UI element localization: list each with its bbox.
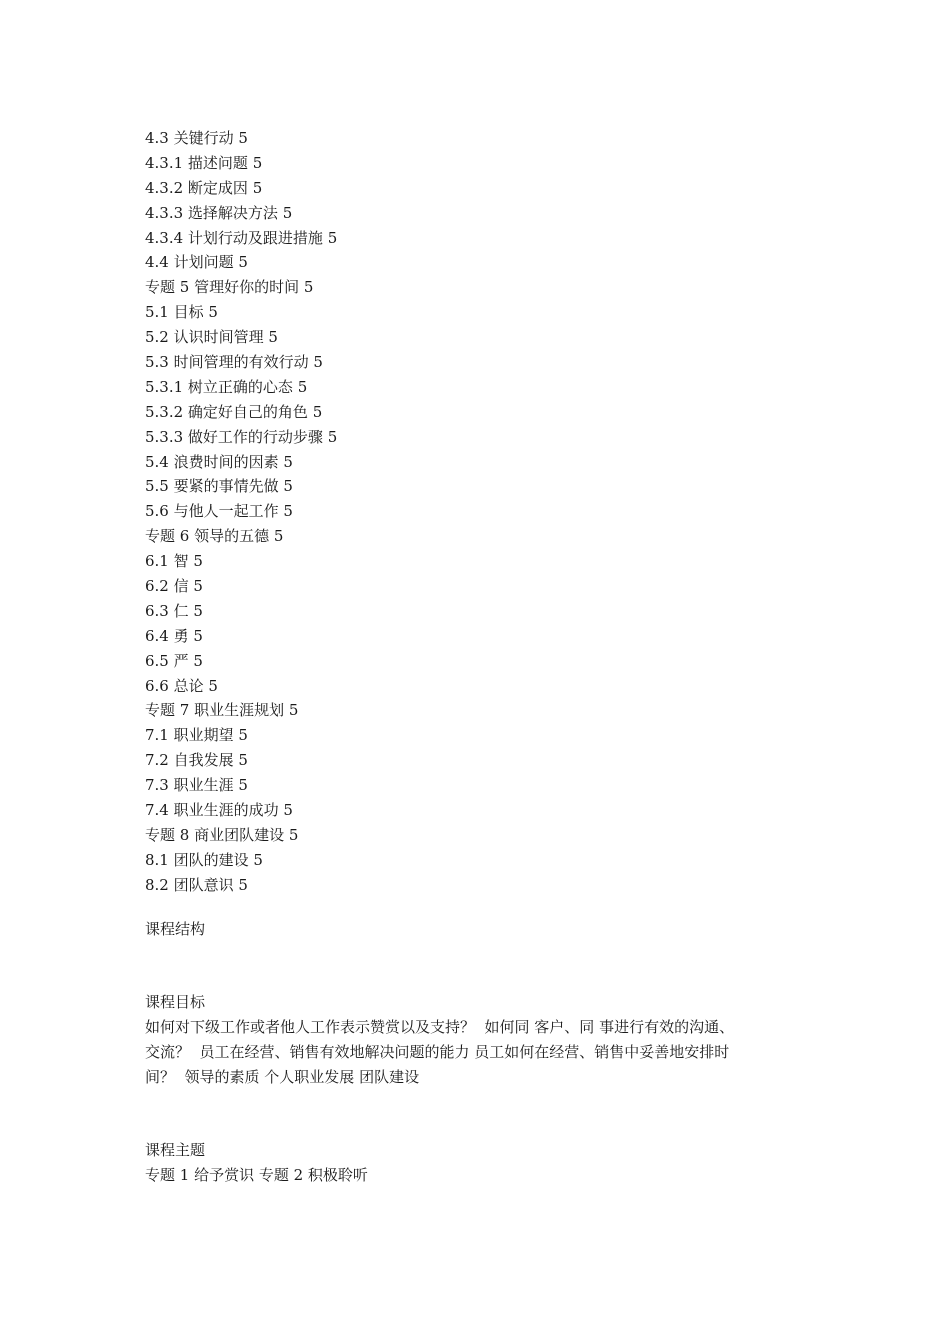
toc-entry: 5.4 浪费时间的因素 5	[145, 452, 293, 471]
toc-entry: 6.5 严 5	[145, 651, 203, 670]
course-goals-line: 如何对下级工作或者他人工作表示赞赏以及支持？ 如何同 客户、同 事进行有效的沟通、	[145, 1018, 735, 1036]
toc-entry: 4.4 计划问题 5	[145, 253, 248, 272]
toc-entry: 5.1 目标 5	[145, 303, 218, 322]
toc-entry: 8.1 团队的建设 5	[145, 850, 263, 869]
toc-entry: 5.6 与他人一起工作 5	[145, 502, 293, 521]
toc-entry: 专题 7 职业生涯规划 5	[145, 701, 299, 720]
course-topics-heading: 课程主题	[145, 1141, 206, 1159]
toc-entry: 6.6 总论 5	[145, 676, 218, 695]
toc-entry: 5.3 时间管理的有效行动 5	[145, 353, 323, 372]
course-goals-heading: 课程目标	[145, 993, 206, 1011]
toc-entry: 6.2 信 5	[145, 577, 203, 596]
toc-entry: 7.3 职业生涯 5	[145, 776, 248, 795]
course-goals-section	[145, 990, 815, 1090]
toc-entry: 4.3.2 断定成因 5	[145, 178, 263, 197]
toc-entry: 4.3.4 计划行动及跟进措施 5	[145, 228, 338, 247]
toc-entry: 5.5 要紧的事情先做 5	[145, 477, 293, 496]
toc-entry: 6.4 勇 5	[145, 626, 203, 645]
course-goals-line: 间？ 领导的素质 个人职业发展 团队建设	[145, 1068, 420, 1086]
toc-entry: 专题 8 商业团队建设 5	[145, 825, 299, 844]
toc-entry: 专题 5 管理好你的时间 5	[145, 278, 314, 297]
toc-entry: 7.1 职业期望 5	[145, 726, 248, 745]
toc-entry: 6.1 智 5	[145, 552, 203, 571]
course-goals-line: 交流？ 员工在经营、销售有效地解决问题的能力 员工如何在经营、销售中妥善地安排时	[145, 1043, 730, 1061]
course-topics-section	[145, 1138, 815, 1188]
toc-entry: 5.3.2 确定好自己的角色 5	[145, 402, 323, 421]
toc-entry: 5.2 认识时间管理 5	[145, 328, 278, 347]
toc-entry: 5.3.3 做好工作的行动步骤 5	[145, 427, 338, 446]
toc-entry: 专题 6 领导的五德 5	[145, 527, 284, 546]
course-topics-text: 专题 1 给予赏识 专题 2 积极聆听	[145, 1166, 368, 1184]
course-structure-heading: 课程结构	[145, 920, 206, 938]
toc-entry: 7.4 职业生涯的成功 5	[145, 801, 293, 820]
toc-entry: 4.3.3 选择解决方法 5	[145, 203, 293, 222]
toc-entry: 8.2 团队意识 5	[145, 875, 248, 894]
toc-entry: 6.3 仁 5	[145, 601, 203, 620]
course-structure-section	[145, 917, 815, 942]
toc-entry: 4.3.1 描述问题 5	[145, 153, 263, 172]
toc-entry: 5.3.1 树立正确的心态 5	[145, 377, 308, 396]
toc-entry: 4.3 关键行动 5	[145, 129, 248, 147]
toc-entry: 7.2 自我发展 5	[145, 751, 248, 770]
table-of-contents	[145, 126, 337, 898]
